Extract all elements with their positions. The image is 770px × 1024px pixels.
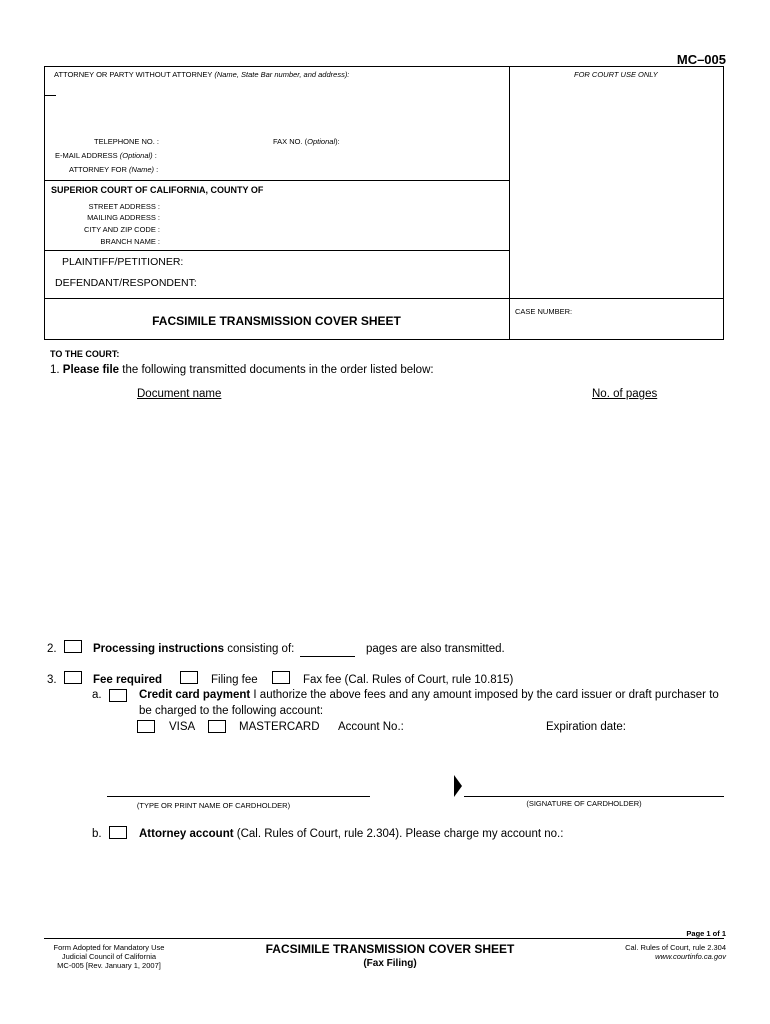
footer-rules: Cal. Rules of Court, rule 2.304 www.courtinfo.ca.gov <box>625 943 726 961</box>
item-3a-label: a. <box>92 689 102 701</box>
email-label: E-MAIL ADDRESS (Optional) : <box>55 151 157 160</box>
filing-fee-label: Filing fee <box>211 674 258 686</box>
sheet-title: FACSIMILE TRANSMISSION COVER SHEET <box>152 314 401 328</box>
cardholder-signature-line[interactable] <box>464 796 724 797</box>
to-the-court: TO THE COURT: <box>50 349 120 359</box>
footer-website[interactable]: www.courtinfo.ca.gov <box>655 952 726 961</box>
item-1: 1. Please file the following transmitted documents in the order listed below: <box>50 364 434 376</box>
street-address-label: STREET ADDRESS : <box>88 202 160 211</box>
attorney-account-text: Attorney account (Cal. Rules of Court, rule 2.304). Please charge my account no.: <box>139 828 564 840</box>
visa-label: VISA <box>169 721 196 733</box>
item-3b-label: b. <box>92 828 102 840</box>
case-number-label: CASE NUMBER: <box>515 307 573 316</box>
footer-subtitle: (Fax Filing) <box>363 958 417 969</box>
item-2-label: Processing instructions consisting of: <box>93 643 295 655</box>
item-3-number: 3. <box>47 674 57 686</box>
visa-checkbox[interactable] <box>137 720 155 733</box>
court-title: SUPERIOR COURT OF CALIFORNIA, COUNTY OF <box>51 185 264 195</box>
court-use-label: FOR COURT USE ONLY <box>574 70 658 79</box>
processing-instructions-checkbox[interactable] <box>64 640 82 653</box>
city-zip-label: CITY AND ZIP CODE : <box>84 225 160 234</box>
telephone-label: TELEPHONE NO. : <box>94 137 160 146</box>
fax-fee-checkbox[interactable] <box>272 671 290 684</box>
mailing-address-label: MAILING ADDRESS : <box>87 213 160 222</box>
item-2-suffix: pages are also transmitted. <box>366 643 505 655</box>
footer-title: FACSIMILE TRANSMISSION COVER SHEET <box>265 942 515 956</box>
plaintiff-label: PLAINTIFF/PETITIONER: <box>62 256 184 268</box>
footer-adopted: Form Adopted for Mandatory Use Judicial Council of California MC-005 [Rev. January 1, 2007] <box>53 943 165 970</box>
item-2-number: 2. <box>47 643 57 655</box>
pages-count-field[interactable] <box>300 656 355 657</box>
column-no-of-pages: No. of pages <box>592 388 658 400</box>
cardholder-name-line[interactable] <box>107 796 370 797</box>
cardholder-signature-caption: (SIGNATURE OF CARDHOLDER) <box>526 799 642 808</box>
filing-fee-checkbox[interactable] <box>180 671 198 684</box>
fax-label: FAX NO. (Optional): <box>273 137 340 146</box>
credit-card-text: Credit card payment I authorize the above fees and any amount imposed by the card issuer or draft purchaser to <box>139 689 719 701</box>
column-document-name: Document name <box>137 388 222 400</box>
mastercard-checkbox[interactable] <box>208 720 226 733</box>
expiration-date-label: Expiration date: <box>546 721 626 733</box>
page-number: Page 1 of 1 <box>686 929 726 938</box>
divider-attorney <box>44 180 509 181</box>
branch-name-label: BRANCH NAME : <box>100 237 160 246</box>
cardholder-name-caption: (TYPE OR PRINT NAME OF CARDHOLDER) <box>136 801 291 810</box>
attorney-for-label: ATTORNEY FOR (Name) : <box>69 165 159 174</box>
divider-court <box>44 250 509 251</box>
footer-rule <box>44 938 724 939</box>
signature-arrow-icon <box>454 775 462 797</box>
mastercard-label: MASTERCARD <box>239 721 320 733</box>
credit-card-checkbox[interactable] <box>109 689 127 702</box>
account-no-label: Account No.: <box>338 721 404 733</box>
divider-parties <box>44 298 724 299</box>
form-id: MC–005 <box>676 52 726 67</box>
fax-fee-label: Fax fee (Cal. Rules of Court, rule 10.815) <box>303 674 514 686</box>
defendant-label: DEFENDANT/RESPONDENT: <box>55 277 197 289</box>
credit-card-text-2: be charged to the following account: <box>139 705 324 717</box>
attorney-account-checkbox[interactable] <box>109 826 127 839</box>
fee-required-label: Fee required <box>93 674 163 686</box>
attorney-label: ATTORNEY OR PARTY WITHOUT ATTORNEY (Name, State Bar number, and address): <box>54 70 350 79</box>
attorney-mark <box>44 95 56 96</box>
fee-required-checkbox[interactable] <box>64 671 82 684</box>
